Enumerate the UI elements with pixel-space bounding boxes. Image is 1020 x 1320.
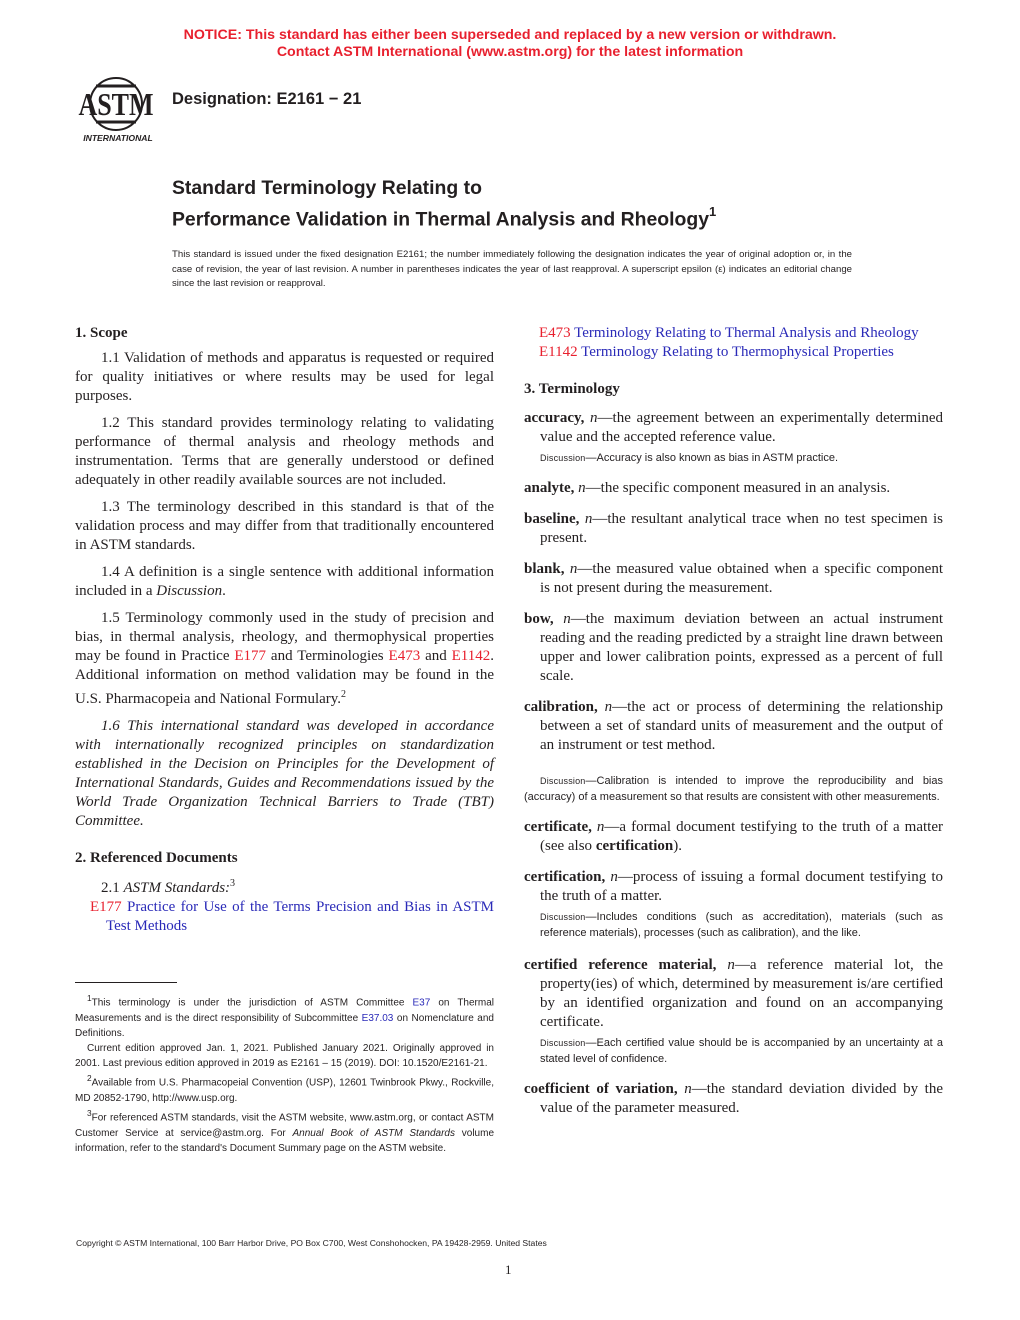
title-line-2: Performance Validation in Thermal Analysis and Rheology$^1$ xyxy=(172,204,717,231)
left-column xyxy=(75,324,494,936)
link-e1142[interactable]: E1142 xyxy=(451,648,491,664)
ref-e473[interactable]: E473 Terminology Relating to Thermal Analysis and Rheology xyxy=(539,325,919,341)
scope-1-4: 1.4 A definition is a single sentence with additional information included in a Discussion. xyxy=(75,564,494,599)
link-e37[interactable]: E37 xyxy=(412,997,431,1009)
disc-accuracy: Discussion—Accuracy is also known as bias in ASTM practice. xyxy=(540,452,838,464)
title-line-1: Standard Terminology Relating to xyxy=(172,177,482,199)
term-certification: certification, n—process of issuing a formal document testifying to the truth of a matter. xyxy=(524,868,944,904)
footnote-rule xyxy=(75,982,177,983)
term-accuracy: accuracy, n—the agreement between an experimentally determined value and the accepted reference value. xyxy=(524,410,943,445)
term-baseline: baseline, n—the resultant analytical trace when no test specimen is present. xyxy=(524,510,944,546)
scope-1-6: 1.6 This international standard was developed in accordance with internationally recognized principles on standardization established in the Decision on Principles for the Development of International Standards, Guides and Recommendations issued by the World Trade Organization Technical Barriers to Trade (TBT) Committee. xyxy=(75,718,494,829)
scope-1-2: 1.2 This standard provides terminology relating to validating performance of thermal analysis and rheology methods and instrumentation. Terms that are generally understood or defined adequately in other readily available sources are not included. xyxy=(75,415,494,488)
term-analyte: analyte, n—the specific component measured in an analysis. xyxy=(524,479,891,496)
scope-1-3: 1.3 The terminology described in this standard is that of the validation process and may differ from that traditionally encountered in ASTM standards. xyxy=(75,499,494,553)
terminology-heading: 3. Terminology xyxy=(524,381,620,397)
term-blank: blank, n—the measured value obtained when a specific component is not present during the measurement. xyxy=(524,560,944,596)
refdocs-heading: 2. Referenced Documents xyxy=(75,850,238,866)
issued-note: This standard is issued under the fixed designation E2161; the number immediately following the designation indicates the year of original adoption or, in the case of revision, the year of last revision. A number in parentheses indicates the year of last reapproval. A superscript epsilon (ε) indicates an editorial change since the last revision or reapproval. xyxy=(172,249,852,290)
footnotes xyxy=(75,991,494,1156)
copyright: Copyright © ASTM International, 100 Barr Harbor Drive, PO Box C700, West Conshohocken, PA 19428-2959. United States xyxy=(76,1238,547,1248)
disc-calibration: Discussion—Calibration is intended to improve the reproducibility and bias (accuracy) of a measurement so that results are consistent with other measurements. xyxy=(524,774,943,803)
disc-certification: Discussion—Includes conditions (such as accreditation), materials (such as reference materials), processes (such as calibration), and the like. xyxy=(540,910,943,939)
ref-e1142[interactable]: E1142 Terminology Relating to Thermophysical Properties xyxy=(539,344,894,360)
title-footnote-mark: 1 xyxy=(708,204,717,219)
astm-logo-icon xyxy=(76,74,160,144)
scope-1-5: 1.5 Terminology commonly used in the study of precision and bias, in thermal analysis, rheology, and thermophysical properties may be found in Practice E177 and Terminologies E473 and E1142. Additional information on method validation may be found in the U.S. Pharmacopeia and National Formulary.$^2$ xyxy=(75,610,494,707)
page-number: 1 xyxy=(505,1262,512,1277)
term-certificate: certificate, n—a formal document testifying to the truth of a matter (see also certification). xyxy=(524,818,943,854)
notice-line-2: Contact ASTM International (www.astm.org) for the latest information xyxy=(276,44,744,60)
refdocs-2-1: 2.1 ASTM Standards:$^3$ xyxy=(101,878,236,896)
term-crm: certified reference material, n—a reference material lot, the property(ies) of which, determined by measurement is/are certified by an identified organization and found on an accompanying certificate. xyxy=(524,956,944,1030)
link-e37-03[interactable]: E37.03 xyxy=(361,1012,394,1024)
notice-line-1: NOTICE: This standard has either been superseded and replaced by a new version or withdrawn. xyxy=(183,27,837,43)
disc-crm: Discussion—Each certified value should be is accompanied by an uncertainty at a stated level of confidence. xyxy=(540,1036,943,1065)
term-cov: coefficient of variation, n—the standard deviation divided by the value of the parameter measured. xyxy=(524,1080,944,1116)
logo-text: ASTM xyxy=(78,87,154,123)
term-bow: bow, n—the maximum deviation between an actual instrument reading and the reading predicted by a straight line drawn between upper and lower calibration points, expressed as a percent of full scale. xyxy=(524,610,943,684)
term-calibration: calibration, n—the act or process of determining the relationship between a set of standard units of measurement and the output of an instrument or test method. xyxy=(524,698,943,753)
designation: Designation: E2161 − 21 xyxy=(172,90,362,108)
footnote-1-current: Current edition approved Jan. 1, 2021. Published January 2021. Originally approved in 2001. Last previous edition approved in 2019 as E2161 – 15 (2019). DOI: 10.1520/E2161-21. xyxy=(75,1042,494,1070)
ref-e177[interactable]: E177 Practice for Use of the Terms Precision and Bias in ASTM Test Methods xyxy=(90,899,494,934)
scope-heading: 1. Scope xyxy=(75,325,128,341)
link-e177[interactable]: E177 xyxy=(234,648,267,664)
right-column xyxy=(524,324,943,1130)
logo-subtext: INTERNATIONAL xyxy=(83,133,153,143)
page-title xyxy=(172,176,716,232)
scope-1-1: 1.1 Validation of methods and apparatus is requested or required for quality initiatives or where results may be used for legal purposes. xyxy=(75,350,494,404)
link-e473[interactable]: E473 xyxy=(388,648,421,664)
superseded-notice xyxy=(0,27,1020,61)
footnote-1: $^1$This terminology is under the jurisdiction of ASTM Committee E37 on Thermal Measurements and is the direct responsibility of Subcommittee E37.03 on Nomenclature and Definitions. xyxy=(75,993,494,1039)
footnote-3: $^3$For referenced ASTM standards, visit the ASTM website, www.astm.org, or contact ASTM Customer Service at service@astm.org. For Annual Book of ASTM Standards volume information, refer to the standard's Document Summary page on the ASTM website. xyxy=(75,1108,494,1154)
footnote-2: $^2$Available from U.S. Pharmacopeial Convention (USP), 12601 Twinbrook Pkwy., Rockville, MD 20852-1790, http://www.usp.org. xyxy=(75,1073,494,1104)
